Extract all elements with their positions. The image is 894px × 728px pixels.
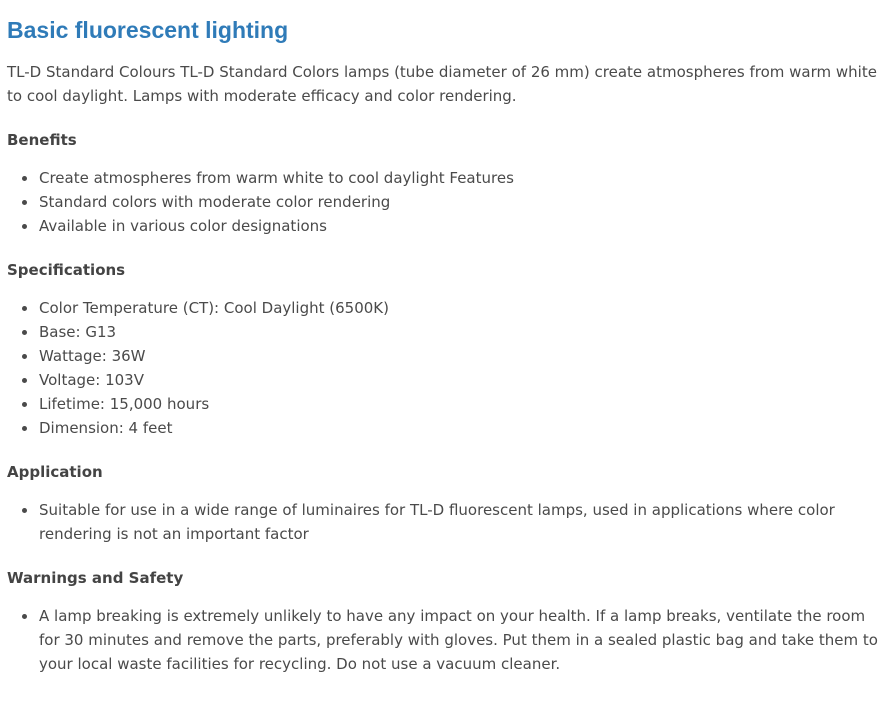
warnings-heading: Warnings and Safety — [7, 569, 184, 587]
list-item: Dimension: 4 feet — [39, 416, 887, 440]
specifications-heading: Specifications — [7, 261, 126, 279]
list-item: Color Temperature (CT): Cool Daylight (6500K) — [39, 296, 887, 320]
list-item: Wattage: 36W — [39, 344, 887, 368]
list-item: A lamp breaking is extremely unlikely to have any impact on your health. If a lamp breaks, ventilate the room for 30 minutes and remove the parts, preferably with gloves. Put them in a sealed plastic bag and take them to your local waste facilities for recycling. Do not use a vacuum cleaner. — [39, 604, 887, 676]
list-item: Standard colors with moderate color rendering — [39, 190, 887, 214]
list-item: Lifetime: 15,000 hours — [39, 392, 887, 416]
intro-paragraph: TL-D Standard Colours TL-D Standard Colors lamps (tube diameter of 26 mm) create atmospheres from warm white to cool daylight. Lamps with moderate efficacy and color rendering. — [7, 63, 877, 105]
application-heading: Application — [7, 463, 103, 481]
list-item: Base: G13 — [39, 320, 887, 344]
specifications-list — [7, 296, 887, 440]
benefits-list — [7, 166, 887, 238]
page-title: Basic fluorescent lighting — [7, 17, 289, 43]
warnings-list — [7, 604, 887, 676]
list-item: Create atmospheres from warm white to cool daylight Features — [39, 166, 887, 190]
application-list — [7, 498, 887, 546]
benefits-heading: Benefits — [7, 131, 77, 149]
list-item: Voltage: 103V — [39, 368, 887, 392]
list-item: Available in various color designations — [39, 214, 887, 238]
list-item: Suitable for use in a wide range of luminaires for TL-D fluorescent lamps, used in applications where color rendering is not an important factor — [39, 498, 887, 546]
